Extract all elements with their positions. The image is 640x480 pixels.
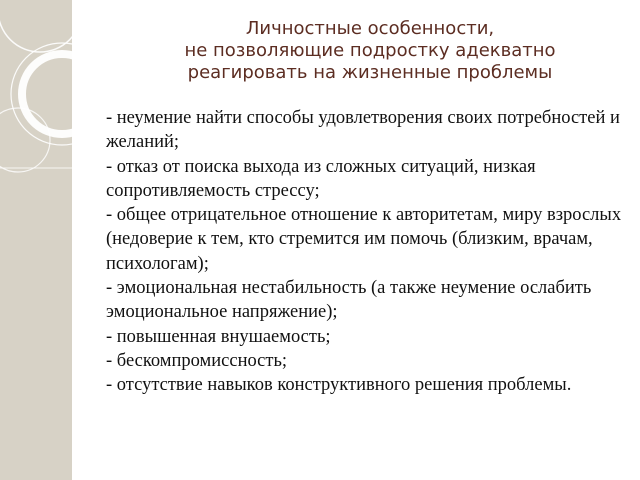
list-item: - неумение найти способы удовлетворения своих потребностей и желаний; — [106, 108, 620, 153]
list-item: - общее отрицательное отношение к авторитетам, миру взрослых (недоверие к тем, кто стремится им помочь (близким, врачам, психологам); — [106, 205, 622, 274]
list-item: - повышенная внушаемость; — [106, 326, 331, 347]
left-band — [0, 0, 72, 480]
slide-body — [106, 106, 626, 398]
list-item: - эмоциональная нестабильность (а также неумение ослабить эмоциональное напряжение); — [106, 278, 592, 323]
page-title: Личностные особенности, не позволяющие подростку адекватно реагировать на жизненные проблемы — [184, 18, 556, 83]
list-item: - отказ от поиска выхода из сложных ситуаций, низкая сопротивляемость стрессу; — [106, 156, 536, 201]
list-item: - бескомпромиссность; — [106, 350, 288, 371]
list-item: - отсутствие навыков конструктивного решения проблемы. — [106, 375, 572, 396]
